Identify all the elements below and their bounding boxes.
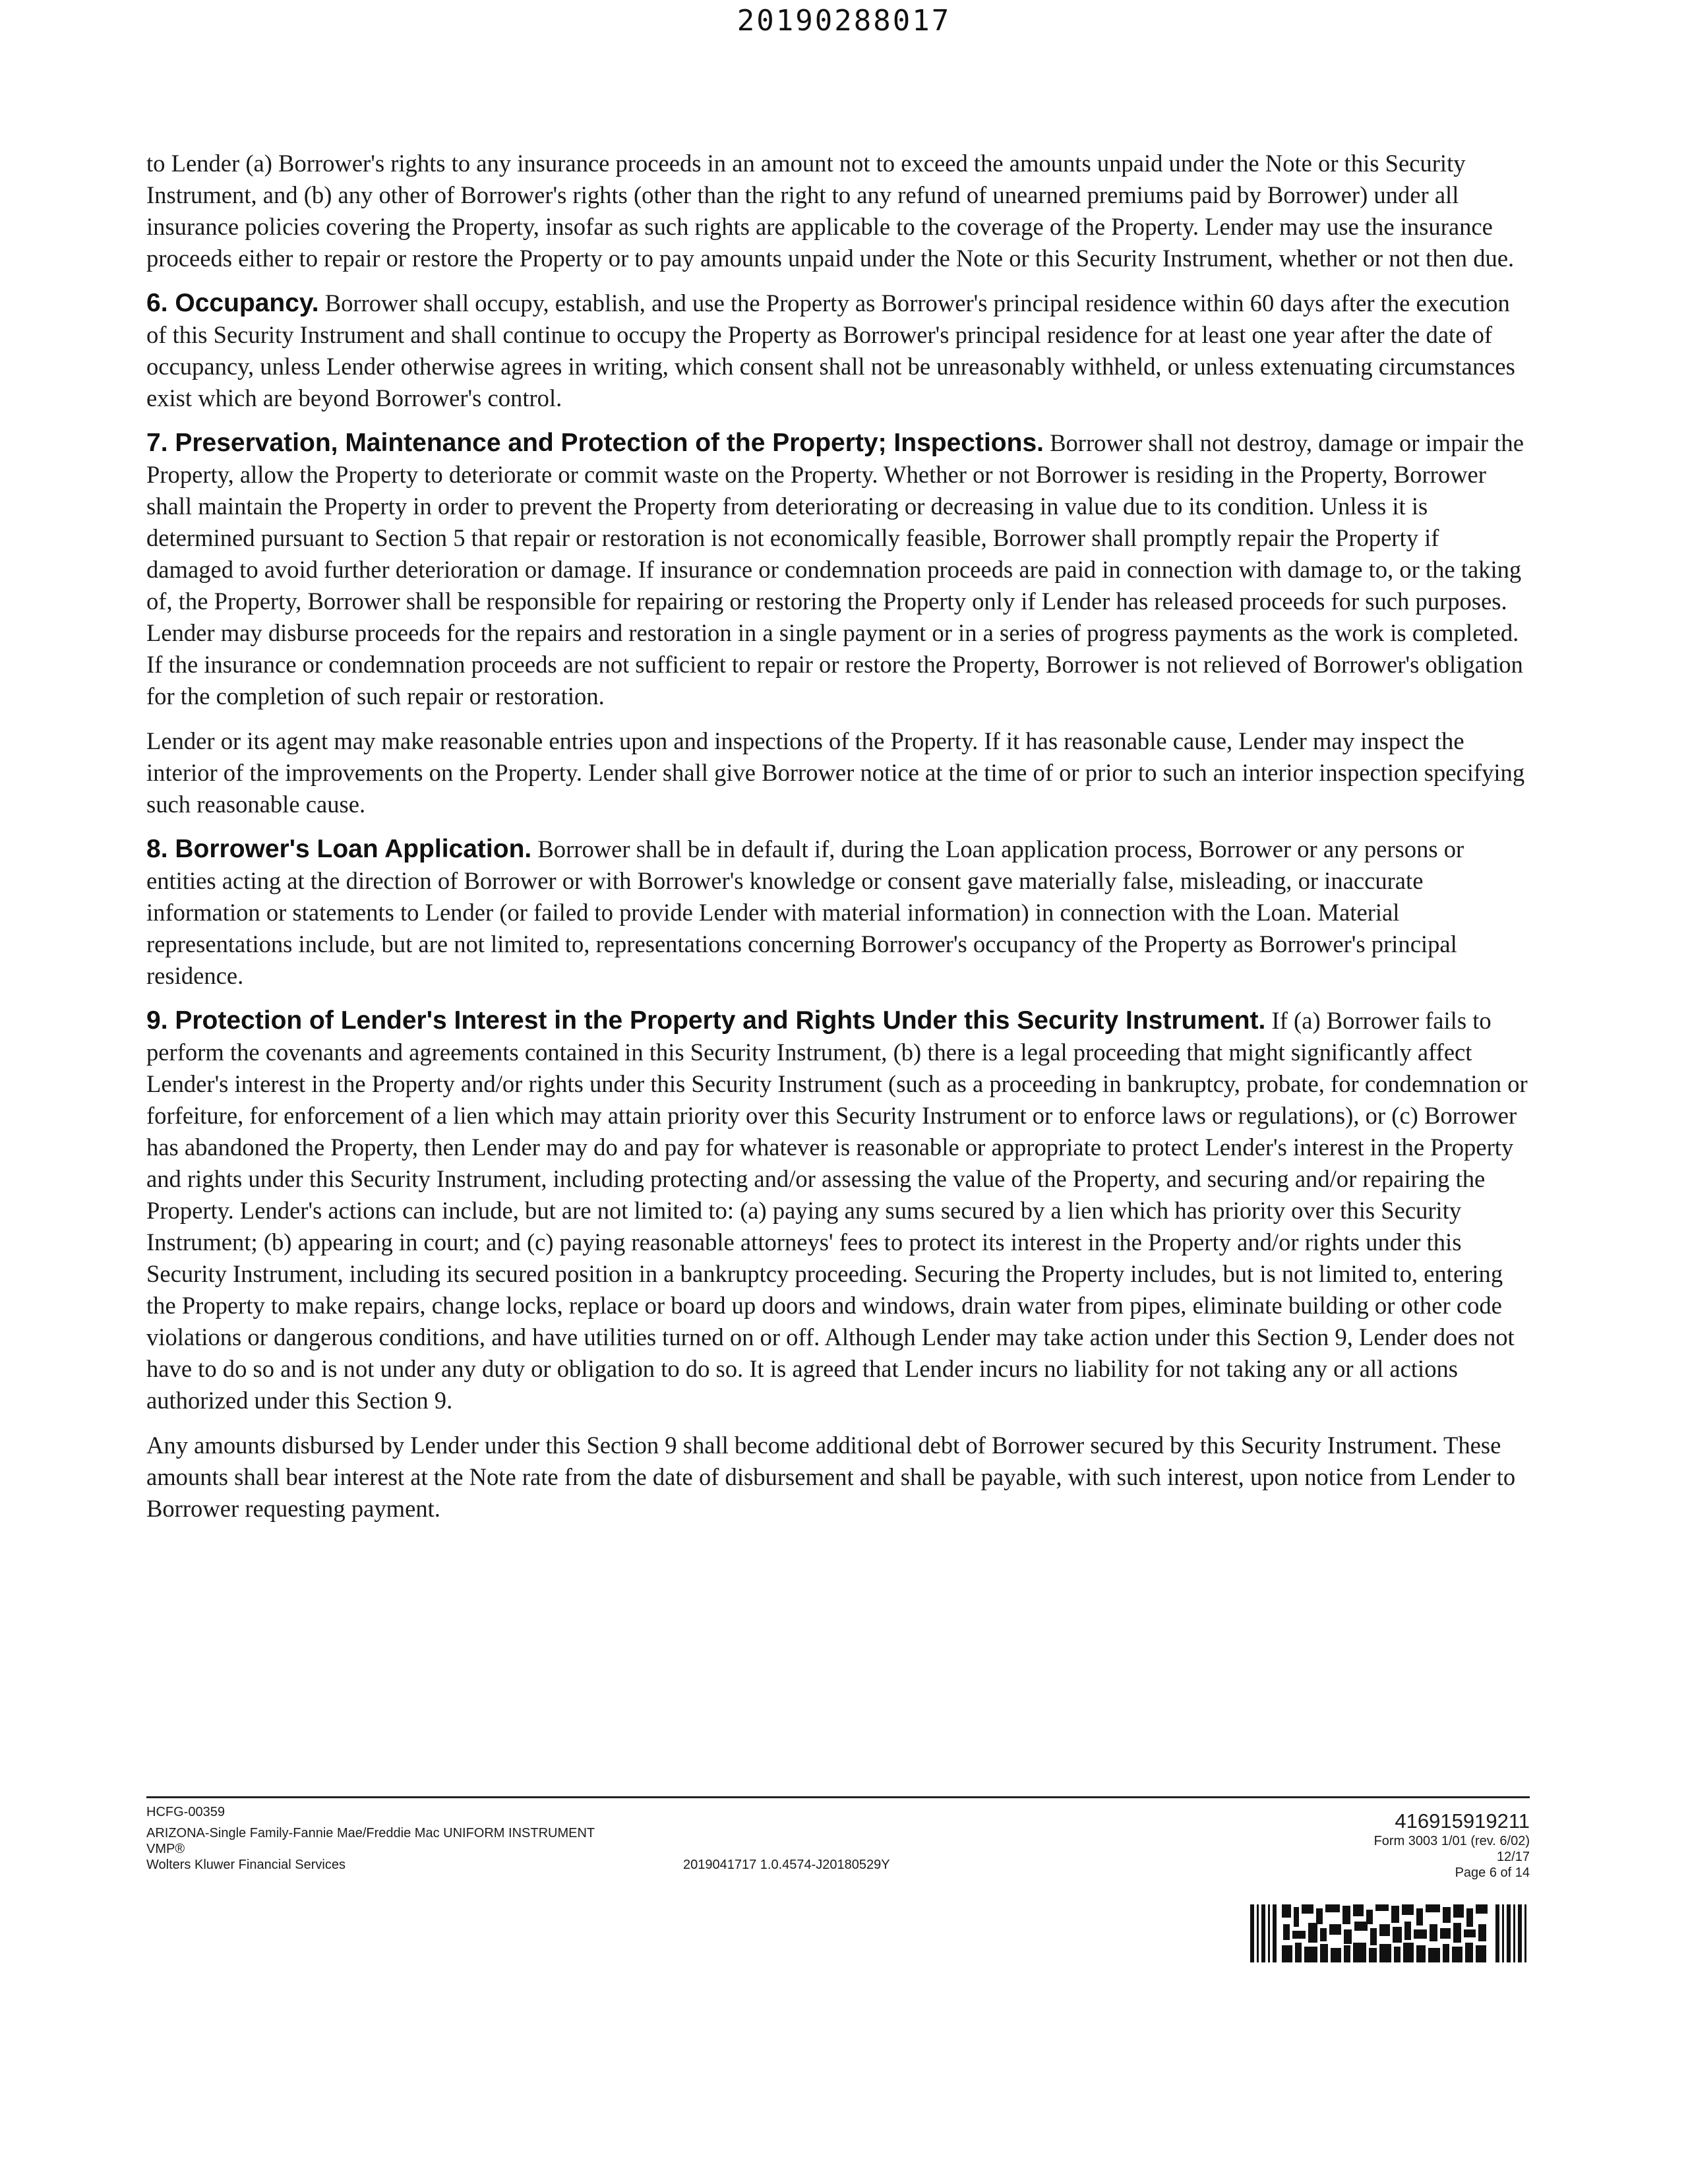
document-number: 20190288017: [737, 4, 951, 38]
section-6-text: Borrower shall occupy, establish, and use the Property as Borrower's principal residence within 60 days after the execution of this Security Instrument and shall continue to occupy the Property as Borrower's principal residence for at least one year after the date of occupancy, unless Lender otherwise agrees in writing, which consent shall not be unreasonably withheld, or unless extenuating circumstances exist which are beyond Borrower's control.: [146, 289, 1515, 411]
section-6-paragraph: [146, 288, 1528, 414]
footer-vendor-row: [146, 1857, 1004, 1873]
section-9-heading: 9. Protection of Lender's Interest in the Property and Rights Under this Security Instrument.: [146, 1006, 1266, 1035]
footer-job-id: 2019041717 1.0.4574-J20180529Y: [683, 1858, 890, 1872]
footer-loan-number: 416915919211: [1395, 1809, 1530, 1833]
section-9-paragraph: [146, 1005, 1528, 1416]
section-9-text: If (a) Borrower fails to perform the covenants and agreements contained in this Security Instrument, (b) there is a legal proceeding that might significantly affect Lender's interest in the Property and/or rights under this Security Instrument (such as a proceeding in bankruptcy, probate, for condemnation or forfeiture, for enforcement of a lien which may attain priority over this Security Instrument or to enforce laws or regulations), or (c) Borrower has abandoned the Property, then Lender may do and pay for whatever is reasonable or appropriate to protect Lender's interest in the Property and rights under this Security Instrument, including protecting and/or assessing the value of the Property, and securing and/or repairing the Property. Lender's actions can include, but are not limited to: (a) paying any sums secured by a lien which has priority over this Security Instrument; (b) appearing in court; and (c) paying reasonable attorneys' fees to protect its interest in the Property and/or rights under this Security Instrument, including its secured position in a bankruptcy proceeding. Securing the Property includes, but is not limited to, entering the Property to make repairs, change locks, replace or board up doors and windows, drain water from pipes, eliminate building or other code violations or dangerous conditions, and have utilities turned on or off. Although Lender may take action under this Section 9, Lender does not have to do so and is not under any duty or obligation to do so. It is agreed that Lender incurs no liability for not taking any or all actions authorized under this Section 9.: [146, 1007, 1528, 1414]
footer-divider: [146, 1796, 1530, 1798]
section-8-paragraph: [146, 834, 1528, 992]
section-7-paragraph: [146, 427, 1528, 712]
section-7-heading: 7. Preservation, Maintenance and Protection of the Property; Inspections.: [146, 429, 1044, 457]
section-7-inspection-paragraph: Lender or its agent may make reasonable entries upon and inspections of the Property. If it has reasonable cause, Lender may inspect the interior of the improvements on the Property. Lender shall give Borrower notice at the time of or prior to such an interior inspection specifying such reasonable cause.: [146, 727, 1525, 818]
footer-vmp: VMP®: [146, 1842, 185, 1856]
footer-instrument-title: ARIZONA-Single Family-Fannie Mae/Freddie Mac UNIFORM INSTRUMENT: [146, 1826, 595, 1840]
barcode-image: [1250, 1904, 1530, 1962]
footer-revision: 12/17: [1496, 1850, 1530, 1864]
continuation-paragraph: to Lender (a) Borrower's rights to any insurance proceeds in an amount not to exceed the amounts unpaid under the Note or this Security Instrument, and (b) any other of Borrower's rights (other than the right to any refund of unearned premiums paid by Borrower) under all insurance policies covering the Property, insofar as such rights are applicable to the coverage of the Property. Lender may use the insurance proceeds either to repair or restore the Property or to pay amounts unpaid under the Note or this Security Instrument, whether or not then due.: [146, 150, 1515, 272]
footer-form-number: Form 3003 1/01 (rev. 6/02): [1373, 1834, 1530, 1848]
footer-vendor: Wolters Kluwer Financial Services: [146, 1858, 346, 1872]
footer-left: [146, 1804, 1004, 1873]
section-7-text: Borrower shall not destroy, damage or impair the Property, allow the Property to deteriorate or commit waste on the Property. Whether or not Borrower is residing in the Property, Borrower shall maintain the Property in order to prevent the Property from deteriorating or decreasing in value due to its condition. Unless it is determined pursuant to Section 5 that repair or restoration is not economically feasible, Borrower shall promptly repair the Property if damaged to avoid further deterioration or damage. If insurance or condemnation proceeds are paid in connection with damage to, or the taking of, the Property, Borrower shall be responsible for repairing or restoring the Property only if Lender has released proceeds for such purposes. Lender may disburse proceeds for the repairs and restoration in a single payment or in a series of progress payments as the work is completed. If the insurance or condemnation proceeds are not sufficient to repair or restore the Property, Borrower is not relieved of Borrower's obligation for the completion of such repair or restoration.: [146, 429, 1524, 710]
section-9-disbursement-paragraph: Any amounts disbursed by Lender under this Section 9 shall become additional debt of Borrower secured by this Security Instrument. These amounts shall bear interest at the Note rate from the date of disbursement and shall be payable, with such interest, upon notice from Lender to Borrower requesting payment.: [146, 1432, 1516, 1522]
section-6-heading: 6. Occupancy.: [146, 289, 319, 317]
footer-right: [1134, 1809, 1530, 1881]
footer-page-number: Page 6 of 14: [1455, 1866, 1530, 1880]
document-body: [146, 148, 1528, 1538]
footer-form-code: HCFG-00359: [146, 1805, 225, 1819]
section-8-text: Borrower shall be in default if, during the Loan application process, Borrower or any persons or entities acting at the direction of Borrower or with Borrower's knowledge or consent gave materially false, misleading, or inaccurate information or statements to Lender (or failed to provide Lender with material information) in connection with the Loan. Material representations include, but are not limited to, representations concerning Borrower's occupancy of the Property as Borrower's principal residence.: [146, 835, 1464, 989]
section-8-heading: 8. Borrower's Loan Application.: [146, 835, 532, 863]
